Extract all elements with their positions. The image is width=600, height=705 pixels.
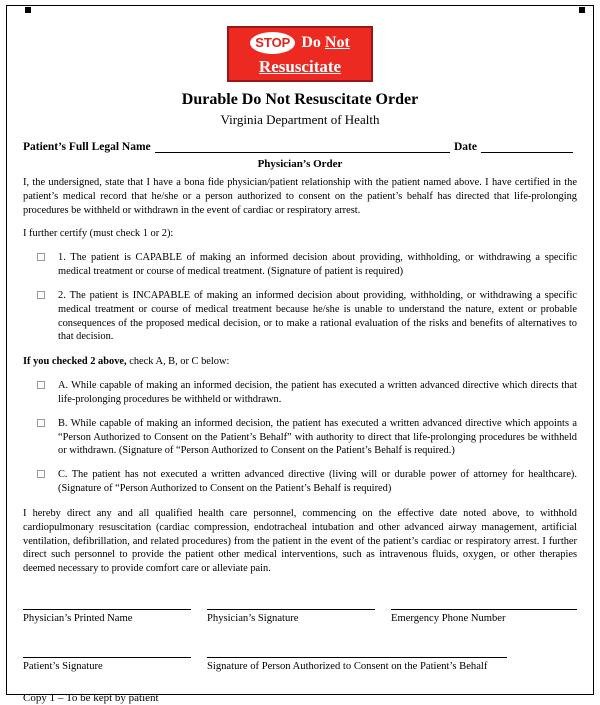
option-2-checkbox[interactable] bbox=[37, 291, 45, 299]
patient-name-label: Patient’s Full Legal Name bbox=[23, 141, 151, 153]
option-1 bbox=[23, 251, 577, 279]
option-2-text: 2. The patient is INCAPABLE of making an informed decision about providing, withholding, or withdrawing a specific medical treatment or course of medical treatment because he/she is unable to understand the nature, extent or probable consequences of the proposed medical decision, or to make a rational evaluation of the risks and benefits of alternatives to that decision. bbox=[58, 289, 577, 343]
copy-note: Copy 1 – To be kept by patient bbox=[23, 692, 159, 705]
emergency-phone-line[interactable] bbox=[391, 598, 577, 610]
option-a bbox=[23, 379, 577, 407]
patient-name-date-row bbox=[23, 140, 577, 153]
physician-printed-name-field bbox=[23, 598, 191, 624]
emergency-phone-label: Emergency Phone Number bbox=[391, 613, 506, 625]
authorized-person-signature-line[interactable] bbox=[207, 646, 507, 658]
physician-signature-field bbox=[207, 598, 375, 624]
option-1-checkbox[interactable] bbox=[37, 253, 45, 261]
option-b-checkbox[interactable] bbox=[37, 419, 45, 427]
signature-row-1 bbox=[23, 598, 577, 624]
direct-paragraph: I hereby direct any and all qualified health care personnel, commencing on the effective date noted above, to withhold cardiopulmonary resuscitation (cardiac compression, endotracheal intubation and other advanced airway management, artificial ventilation, defibrillation, and related procedures) from the patient in the event of the patient’s cardiac or respiratory arrest. I further direct such personnel to provide the patient other medical interventions, such as intravenous fluids, oxygen, or other therapies deemed necessary to provide comfort care or alleviate pain. bbox=[23, 507, 577, 575]
dnr-form-page bbox=[6, 5, 594, 705]
patient-signature-line[interactable] bbox=[23, 646, 191, 658]
option-2 bbox=[23, 289, 577, 344]
intro-paragraph: I, the undersigned, state that I have a bona fide physician/patient relationship with the patient named above. I have certified in the patient’s medical record that he/she or a person authorized to consent on the patient’s behalf has directed that life-prolonging procedures be withheld or withdrawn in the event of cardiac or respiratory arrest. bbox=[23, 177, 577, 216]
option-b-text: B. While capable of making an informed decision, the patient has executed a written advanced directive which appoints a “Person Authorized to Consent on the Patient’s Behalf” with authority to direct that life-prolonging procedures be withheld or withdrawn. (Signature of “Person Authorized to Consent on the Patient’s Behalf is required.) bbox=[58, 417, 577, 457]
physician-printed-name-line[interactable] bbox=[23, 598, 191, 610]
physicians-order-heading: Physician’s Order bbox=[257, 158, 343, 170]
signature-row-2 bbox=[23, 646, 577, 672]
stop-sign-icon: STOP bbox=[250, 32, 295, 54]
physician-signature-line[interactable] bbox=[207, 598, 375, 610]
authorized-person-signature-label: Signature of Person Authorized to Consent on the Patient’s Behalf bbox=[207, 661, 488, 673]
emergency-phone-field bbox=[391, 598, 577, 624]
registration-mark bbox=[579, 7, 585, 13]
resuscitate-text: Resuscitate bbox=[258, 57, 342, 76]
stop-banner bbox=[227, 26, 373, 82]
option-c-checkbox[interactable] bbox=[37, 470, 45, 478]
banner-top-row bbox=[235, 32, 365, 54]
patient-name-input-line[interactable] bbox=[155, 140, 450, 153]
date-input-line[interactable] bbox=[481, 140, 573, 153]
registration-mark bbox=[25, 7, 31, 13]
patient-signature-field bbox=[23, 646, 191, 672]
date-label: Date bbox=[454, 141, 477, 153]
authorized-person-signature-field bbox=[207, 646, 507, 672]
option-a-checkbox[interactable] bbox=[37, 381, 45, 389]
do-not-text: Do Not bbox=[301, 34, 350, 51]
patient-signature-label: Patient’s Signature bbox=[23, 661, 103, 673]
option-a-text: A. While capable of making an informed decision, the patient has executed a written advanced directive which directs that life-prolonging procedures be withheld or withdrawn. bbox=[58, 380, 577, 405]
option-c bbox=[23, 468, 577, 496]
certify-line: I further certify (must check 1 or 2): bbox=[23, 228, 174, 240]
physician-signature-label: Physician’s Signature bbox=[207, 613, 299, 625]
option-c-text: C. The patient has not executed a written advanced directive (living will or durable power of attorney for healthcare). (Signature of “Person Authorized to Consent on the Patient’s Behalf is required) bbox=[58, 469, 577, 495]
physician-printed-name-label: Physician’s Printed Name bbox=[23, 613, 133, 625]
option-1-text: 1. The patient is CAPABLE of making an informed decision about providing, withholding, or withdrawing a specific medical treatment or course of medical treatment. (Signature of patient is required) bbox=[58, 252, 577, 278]
checked-2-instruction: If you checked 2 above, check A, B, or C below: bbox=[23, 356, 230, 368]
form-title: Durable Do Not Resuscitate Order bbox=[181, 91, 419, 108]
option-b bbox=[23, 417, 577, 458]
form-subtitle: Virginia Department of Health bbox=[220, 112, 380, 127]
